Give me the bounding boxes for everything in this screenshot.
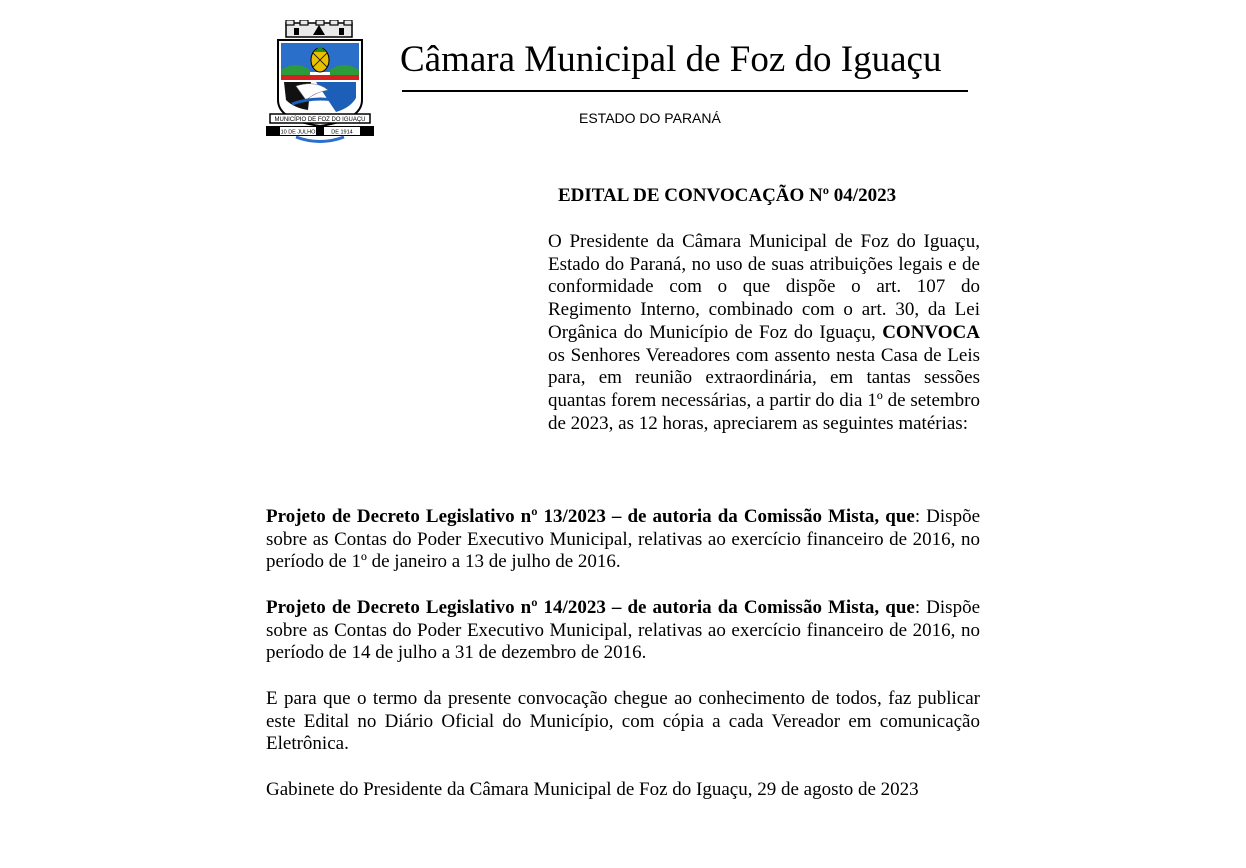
agenda-item-2 — [266, 597, 980, 665]
agenda-item-1 — [266, 506, 980, 574]
intro-convoca: CONVOCA — [882, 321, 980, 343]
institution-title: Câmara Municipal de Foz do Iguaçu — [400, 39, 942, 80]
closing-paragraph: E para que o termo da presente convocação chegue ao conhecimento de todos, faz publicar este Edital no Diário Oficial do Município, com cópia a cada Vereador em comunicação Eletrônica. — [266, 688, 980, 755]
agenda-item-2-heading: Projeto de Decreto Legislativo nº 14/2023 – de autoria da Comissão Mista, que — [266, 597, 915, 618]
agenda-item-2-text: : Dispõe sobre as Contas do Poder Executivo Municipal, relativas ao exercício financeiro de 2016, no período de 14 de julho a 31 de dezembro de 2016. — [266, 597, 980, 664]
intro-text-start: O Presidente da Câmara Municipal de Foz do Iguaçu, Estado do Paraná, no uso de suas atribuições legais e de conformidade com o que dispõe o art. 107 do Regimento Interno, combinado com o art. 30, da Lei Orgânica do Município de Foz do Iguaçu, — [548, 231, 980, 343]
crest-banner-text: MUNICÍPIO DE FOZ DO IGUAÇU — [274, 117, 366, 123]
header-divider — [402, 90, 968, 92]
crest-date-left: 10 DE JULHO — [280, 129, 316, 136]
intro-text-end: os Senhores Vereadores com assento nesta Casa de Leis para, em reunião extraordinária, em tantas sessões quantas forem necessárias, a partir do dia 1º de setembro de 2023, as 12 horas, apreciarem as seguintes matérias: — [548, 344, 980, 434]
edital-title: EDITAL DE CONVOCAÇÃO Nº 04/2023 — [558, 185, 897, 206]
signature-line: Gabinete do Presidente da Câmara Municipal de Foz do Iguaçu, 29 de agosto de 2023 — [266, 779, 919, 800]
coat-of-arms — [266, 20, 374, 144]
agenda-item-1-text: : Dispõe sobre as Contas do Poder Executivo Municipal, relativas ao exercício financeiro de 2016, no período de 1º de janeiro a 13 de julho de 2016. — [266, 506, 980, 573]
agenda-item-1-heading: Projeto de Decreto Legislativo nº 13/2023 – de autoria da Comissão Mista, que — [266, 506, 915, 527]
crest-date-right: DE 1914 — [331, 129, 353, 136]
edital-intro-paragraph — [548, 231, 980, 435]
state-name: ESTADO DO PARANÁ — [579, 110, 721, 126]
